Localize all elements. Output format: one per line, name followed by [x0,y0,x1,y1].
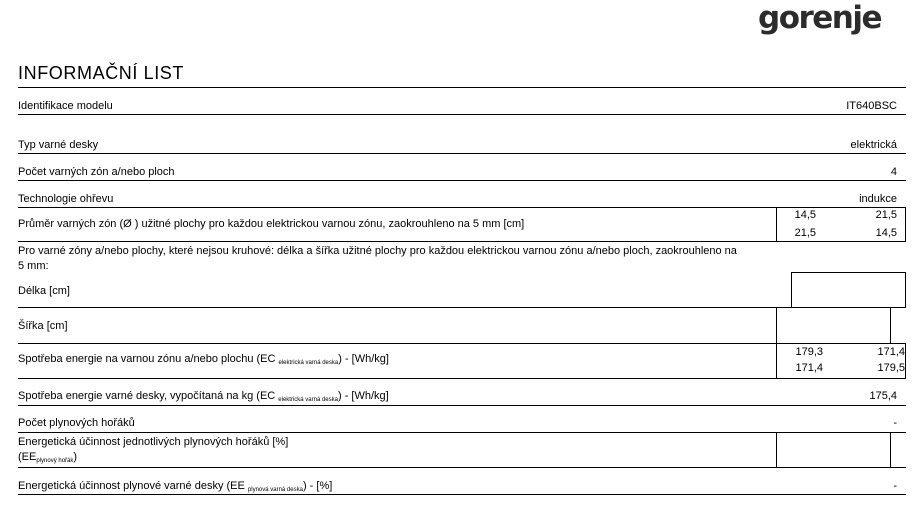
vline-diameter-right [905,207,906,241]
zone-energy-label-b: ) - [Wh/kg] [338,353,389,365]
gas-burners-label: Počet plynových hořáků [18,417,135,429]
vline-zone-energy-left [776,343,777,378]
burner-eff-line2-b: ) [73,451,78,463]
zone-energy-value-1: 179,3 [795,346,823,358]
vline-length-right [905,272,906,307]
hob-energy-label [18,390,389,403]
burner-eff-line2-a: (EE [18,451,37,463]
rule-diameter [18,241,906,242]
rule-model [18,114,906,115]
rule-tech [18,207,906,208]
vline-zone-energy-right [905,343,906,378]
vline-width-right [890,307,891,343]
rule-gas-burners [18,432,906,433]
rule-burner-eff [18,467,906,468]
zone-energy-value-2: 171,4 [877,346,905,358]
vline-width-left [776,307,777,343]
width-label: Šířka [cm] [18,320,68,332]
zone-energy-value-3: 171,4 [795,362,823,374]
rule-title [18,87,906,88]
rule-gas-eff [18,494,906,495]
noncircular-text-line2: 5 mm: [18,260,49,272]
rule-length [18,307,906,308]
noncircular-text-line1: Pro varné zóny a/nebo plochy, které nejsou kruhové: délka a šířka užitné plochy pro každou elektrickou varnou zónu a/nebo ploch, zaokrouhleno na [18,245,737,257]
zones-label: Počet varných zón a/nebo ploch [18,166,175,178]
hob-type-label: Typ varné desky [18,139,99,151]
brand-logo: gorenje [758,0,882,36]
page-title: INFORMAČNÍ LIST [18,63,185,83]
gas-eff-value: - [893,480,897,492]
rule-zone-energy [18,378,906,379]
rule-hob-energy [18,405,906,406]
vline-diameter-left [776,207,777,241]
rule-type [18,153,906,154]
diameter-value-2: 21,5 [875,209,897,221]
gas-eff-label-a: Energetická účinnost plynové varné desky (EE [18,480,248,492]
rule-width [18,343,906,344]
gas-burners-value: - [893,417,897,429]
vline-burner-eff-right [890,432,891,467]
rule-zones [18,180,906,181]
hob-energy-sub: elektrická varná deska [278,397,338,403]
diameter-value-4: 14,5 [875,227,897,239]
diameter-value-3: 21,5 [794,227,816,239]
hob-energy-label-a: Spotřeba energie varné desky, vypočítaná na kg (EC [18,390,279,402]
burner-eff-line1: Energetická účinnost jednotlivých plynových hořáků [%] [18,436,289,448]
model-value: IT640BSC [846,100,897,112]
tech-value: indukce [859,193,897,205]
tech-label: Technologie ohřevu [18,193,114,205]
zone-energy-sub: elektrická varná deska [278,360,339,366]
hob-energy-label-b: ) - [Wh/kg] [337,390,389,402]
gas-eff-label [18,480,332,493]
zones-value: 4 [890,166,897,178]
zone-energy-value-4: 179,5 [877,362,905,374]
diameter-label: Průměr varných zón (Ø ) užitné plochy pro každou elektrickou varnou zónu, zaokrouhleno na 5 mm [cm] [18,218,525,230]
burner-eff-line2 [18,451,77,464]
gas-eff-label-b: ) - [%] [302,480,333,492]
hob-type-value: elektrická [850,139,897,151]
zone-energy-label-a: Spotřeba energie na varnou zónu a/nebo plochu (EC [18,353,279,365]
diameter-value-1: 14,5 [794,209,816,221]
vline-burner-eff-left [776,432,777,467]
rule-length-box-top [792,272,906,273]
hob-energy-value: 175,4 [869,390,897,402]
vline-length-left [791,272,792,307]
length-label: Délka [cm] [18,285,70,297]
gas-eff-sub: plynová varná deska [247,487,303,493]
model-label: Identifikace modelu [18,100,113,112]
burner-eff-sub: plynový hořák [36,458,74,464]
zone-energy-label [18,353,389,366]
